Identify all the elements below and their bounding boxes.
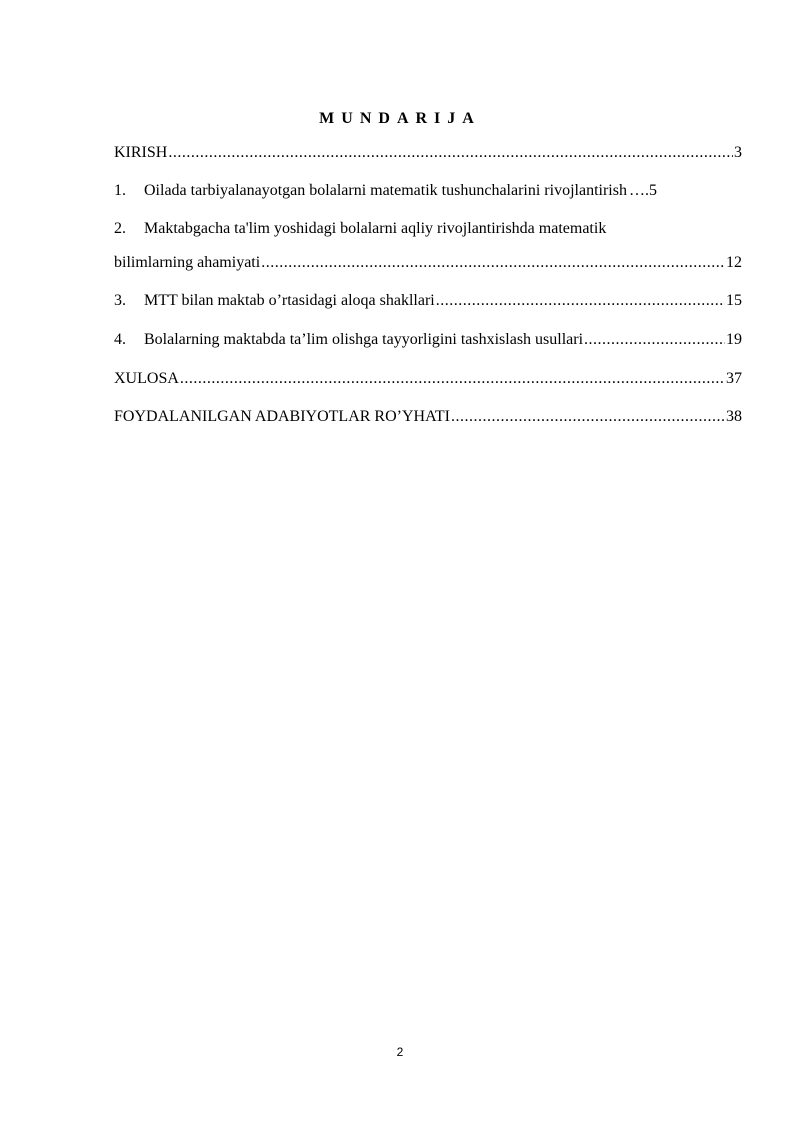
toc-entry-text: Oilada tarbiyalanayotgan bolalarni matematik tushunchalarini rivojlantirish — [144, 182, 627, 199]
toc-entry-3[interactable] — [114, 290, 742, 312]
toc-page-number: 3 — [734, 144, 742, 161]
toc-page-number: 37 — [726, 370, 742, 387]
toc-title: MUNDARIJA — [319, 110, 481, 127]
toc-page-number: 12 — [726, 254, 742, 271]
toc-page-number: 38 — [726, 408, 742, 425]
page-number: 2 — [396, 1045, 404, 1059]
toc-entry-xulosa[interactable] — [114, 368, 742, 390]
toc-leader-dots — [168, 142, 733, 164]
toc-leader-dots — [451, 406, 725, 428]
toc-entry-kirish[interactable] — [114, 142, 742, 164]
toc-leader-ellipsis: …. — [628, 182, 649, 199]
toc-entry-text: Bolalarning maktabda ta’lim olishga tayyorligini tashxislash usullari — [144, 331, 584, 348]
toc-page-number: 5 — [648, 182, 657, 199]
toc-leader-dots — [436, 290, 725, 312]
toc-entry-2-line1[interactable] — [114, 218, 742, 240]
toc-leader-dots — [584, 329, 725, 351]
toc-entry-number: 1. — [114, 182, 126, 199]
toc-leader-dots — [261, 252, 725, 274]
toc-entry-1[interactable] — [114, 180, 742, 202]
toc-leader-dots — [180, 368, 725, 390]
toc-entry-number: 3. — [114, 292, 126, 309]
toc-entry-text: KIRISH — [114, 144, 168, 161]
toc-entry-2-line2[interactable] — [114, 252, 742, 274]
toc-entry-text: Maktabgacha ta'lim yoshidagi bolalarni aqliy rivojlantirishda matematik — [144, 220, 607, 237]
toc-entry-text: FOYDALANILGAN ADABIYOTLAR RO’YHATI — [114, 408, 450, 425]
toc-entry-4[interactable] — [114, 329, 742, 351]
toc-entry-text: XULOSA — [114, 370, 179, 387]
toc-page-number: 19 — [726, 331, 742, 348]
toc-entry-number: 4. — [114, 331, 126, 348]
toc-entry-text: bilimlarning ahamiyati — [114, 254, 261, 271]
toc-entry-text: MTT bilan maktab o’rtasidagi aloqa shakllari — [144, 292, 435, 309]
toc-page-number: 15 — [726, 292, 742, 309]
toc-entry-number: 2. — [114, 220, 126, 237]
toc-entry-adabiyotlar[interactable] — [114, 406, 742, 428]
